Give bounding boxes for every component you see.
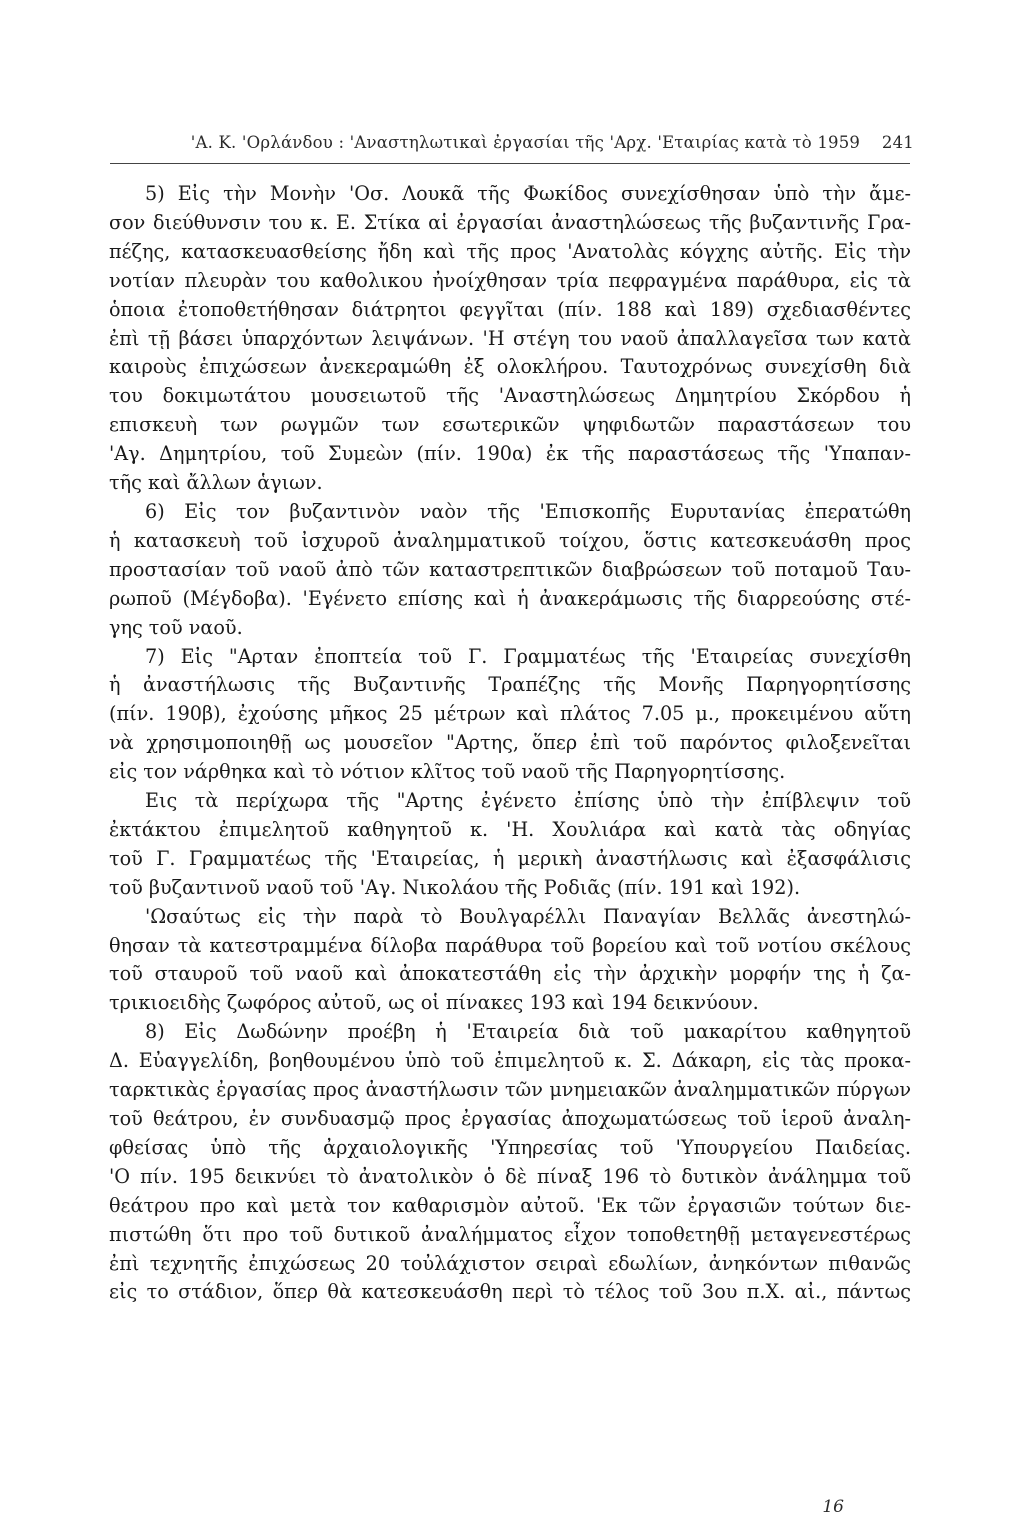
text-line: του δοκιμωτάτου μουσειωτοῦ τῆς 'Αναστηλώσεως Δημητρίου Σκόρδου ἡ [109, 384, 911, 408]
text-line: εἰς τον νάρθηκα καὶ τὸ νότιον κλῖτος τοῦ ναοῦ τῆς Παρηγορητίσσης. [109, 760, 786, 784]
text-line: πέζης, κατασκευασθείσης ἤδη καὶ τῆς προς 'Ανατολὰς κόγχης αὐτῆς. Εἰς τὴν [109, 239, 911, 263]
text-line: (πίν. 190β), ἐχούσης μῆκος 25 μέτρων καὶ πλάτος 7.05 μ., προκειμένου αὕτη [109, 702, 911, 726]
text-line: σον διεύθυνσιν του κ. Ε. Στίκα αἱ ἐργασίαι ἀναστηλώσεως τῆς βυζαντινῆς Γρα- [109, 210, 911, 234]
text-line: νοτίαν πλευρὰν του καθολικου ἠνοίχθησαν τρία πεφραγμένα παράθυρα, εἰς τὰ [109, 268, 911, 292]
text-line: 'Ο πίν. 195 δεικνύει τὸ ἀνατολικὸν ὁ δὲ πίναξ 196 τὸ δυτικὸν ἀνάλημμα τοῦ [109, 1164, 911, 1188]
header-rule [110, 163, 910, 164]
text-line: επισκευὴ των ρωγμῶν των εσωτερικῶν ψηφιδωτῶν παραστάσεων του [109, 413, 911, 437]
text-line: νὰ χρησιμοποιηθῇ ως μουσεῖον "Αρτης, ὅπερ ἐπὶ τοῦ παρόντος φιλοξενεῖται [109, 731, 911, 755]
running-header [108, 133, 914, 152]
text-line: ἡ ἀναστήλωσις τῆς Βυζαντινῆς Τραπέζης τῆς Μονῆς Παρηγορητίσσης [109, 673, 911, 697]
page-number: 241 [881, 133, 914, 152]
text-line: θεάτρου προ καὶ μετὰ τον καθαρισμὸν αὐτοῦ. 'Εκ τῶν ἐργασιῶν τούτων διε- [109, 1193, 911, 1217]
text-line: γης τοῦ ναοῦ. [109, 615, 243, 639]
text-line: ἐπὶ τεχνητῆς ἐπιχώσεως 20 τοὐλάχιστον σειραὶ εδωλίων, ἀνηκόντων πιθανῶς [109, 1251, 911, 1275]
text-line: φθείσας ὑπὸ τῆς ἀρχαιολογικῆς 'Υπηρεσίας τοῦ 'Υπουργείου Παιδείας. [109, 1135, 911, 1159]
text-line: 8) Εἰς Δωδώνην προέβη ἡ 'Εταιρεία διὰ τοῦ μακαρίτου καθηγητοῦ [145, 1020, 911, 1044]
text-line: τοῦ βυζαντινοῦ ναοῦ τοῦ 'Αγ. Νικολάου τῆς Ροδιᾶς (πίν. 191 καὶ 192). [109, 875, 801, 899]
running-title: 'Α. Κ. 'Ορλάνδου : 'Αναστηλωτικαὶ ἐργασίαι τῆς 'Αρχ. 'Εταιρίας κατὰ τὸ 1959 [190, 133, 861, 152]
text-line: τοῦ θεάτρου, ἐν συνδυασμῷ προς ἐργασίας ἀποχωματώσεως τοῦ ἱεροῦ ἀναλη- [109, 1107, 911, 1130]
text-line: ἐκτάκτου ἐπιμελητοῦ καθηγητοῦ κ. 'Η. Χουλιάρα καὶ κατὰ τὰς οδηγίας [109, 817, 911, 841]
text-line: ἡ κατασκευὴ τοῦ ἰσχυροῦ ἀναλημματικοῦ τοίχου, ὅστις κατεσκευάσθη προς [109, 528, 911, 552]
text-line: ταρκτικὰς ἐργασίας προς ἀναστήλωσιν τῶν μνημειακῶν ἀναλημματικῶν πύργων [109, 1078, 911, 1102]
text-line: εἰς το στάδιον, ὅπερ θὰ κατεσκευάσθη περὶ τὸ τέλος τοῦ 3ου π.Χ. αἰ., πάντως [109, 1280, 911, 1304]
text-line: Δ. Εὐαγγελίδη, βοηθουμένου ὑπὸ τοῦ ἐπιμελητοῦ κ. Σ. Δάκαρη, εἰς τὰς προκα- [109, 1049, 911, 1073]
text-line: 'Ωσαύτως εἰς τὴν παρὰ τὸ Βουλγαρέλλι Παναγίαν Βελλᾶς ἀνεστηλώ- [145, 904, 911, 928]
text-line: ρωποῦ (Μέγδοβα). 'Εγένετο επίσης καὶ ἡ ἀνακεράμωσις τῆς διαρρεούσης στέ- [109, 586, 911, 610]
text-line: Εις τὰ περίχωρα τῆς "Αρτης ἐγένετο ἐπίσης ὑπὸ τὴν ἐπίβλεψιν τοῦ [145, 789, 911, 813]
text-line: πιστώθη ὅτι προ τοῦ δυτικοῦ ἀναλήμματος εἶχον τοποθετηθῇ μεταγενεστέρως [109, 1222, 911, 1246]
text-line: 5) Εἰς τὴν Μονὴν 'Οσ. Λουκᾶ τῆς Φωκίδος συνεχίσθησαν ὑπὸ τὴν ἄμε- [145, 182, 911, 205]
text-line: θησαν τὰ κατεστραμμένα δίλοβα παράθυρα τοῦ βορείου καὶ τοῦ νοτίου σκέλους [109, 933, 911, 957]
text-line: τῆς καὶ ἄλλων ἁγιων. [109, 471, 323, 495]
body-text [109, 180, 911, 1307]
signature-mark: 16 [822, 1497, 844, 1517]
text-line: ὁποια ἐτοποθετήθησαν διάτρητοι φεγγῖται (πίν. 188 καὶ 189) σχεδιασθέντες [109, 297, 911, 321]
text-line: τοῦ Γ. Γραμματέως τῆς 'Εταιρείας, ἡ μερικὴ ἀναστήλωσις καὶ ἐξασφάλισις [109, 846, 911, 870]
text-line: τρικιοειδὴς ζωφόρος αὐτοῦ, ως οἱ πίνακες 193 καὶ 194 δεικνύουν. [109, 991, 759, 1015]
text-line: 6) Εἰς τον βυζαντινὸν ναὸν τῆς 'Επισκοπῆς Ευρυτανίας ἐπερατώθη [145, 499, 911, 523]
text-line: 7) Εἰς "Αρταν ἐποπτεία τοῦ Γ. Γραμματέως τῆς 'Εταιρείας συνεχίσθη [145, 644, 911, 668]
text-line: ἐπὶ τῇ βάσει ὑπαρχόντων λειψάνων. 'Η στέγη του ναοῦ ἀπαλλαγεῖσα των κατὰ [109, 326, 911, 350]
text-line: προστασίαν τοῦ ναοῦ ἀπὸ τῶν καταστρεπτικῶν διαβρώσεων τοῦ ποταμοῦ Ταυ- [109, 557, 911, 581]
text-line: τοῦ σταυροῦ τοῦ ναοῦ καὶ ἀποκατεστάθη εἰς τὴν ἀρχικὴν μορφήν της ἡ ζα- [109, 962, 911, 986]
text-line: καιροὺς ἐπιχώσεων ἀνεκεραμώθη ἐξ ολοκλήρου. Ταυτοχρόνως συνεχίσθη διὰ [109, 355, 911, 379]
text-line: 'Αγ. Δημητρίου, τοῦ Συμεὼν (πίν. 190α) ἐκ τῆς παραστάσεως τῆς 'Υπαπαν- [109, 442, 911, 466]
